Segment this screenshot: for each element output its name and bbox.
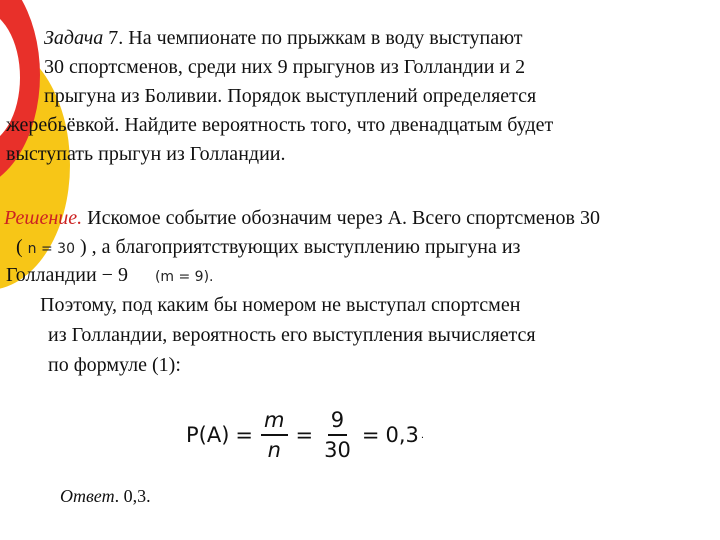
formula-equals-3: = — [361, 423, 380, 447]
formula-equals-2: = — [295, 423, 314, 447]
solution-line-5: из Голландии, вероятность его выступления вычисляется — [48, 324, 536, 346]
task-number: 7. — [103, 27, 124, 49]
formula-end-dot: . — [420, 429, 425, 441]
answer-label: Ответ — [60, 486, 115, 506]
solution-line-6: по формуле (1): — [48, 354, 181, 376]
fraction-9-numerator: 9 — [328, 408, 347, 436]
fraction-m-over-n — [261, 408, 287, 462]
solution-text-2: ) , а благоприятствующих выступлению прыгуна из — [80, 236, 521, 258]
solution-line-2 — [16, 235, 520, 261]
task-line-3: прыгуна из Боливии. Порядок выступлений определяется — [44, 85, 537, 107]
solution-line-3 — [6, 263, 214, 289]
formula-equals-1: = — [235, 423, 254, 447]
solution-line-4: Поэтому, под каким бы номером не выступал спортсмен — [40, 294, 521, 316]
task-line-4: жеребьёвкой. Найдите вероятность того, что двенадцатым будет — [6, 114, 554, 136]
task-line-2: 30 спортсменов, среди них 9 прыгунов из Голландии и 2 — [44, 56, 526, 78]
task-line-5: выступать прыгун из Голландии. — [6, 143, 286, 165]
solution-text-1: Искомое событие обозначим через A. Всего спортсменов 30 — [82, 207, 600, 229]
task-line-1 — [44, 26, 523, 50]
m-equation: (m = 9). — [154, 269, 214, 285]
answer-value: . 0,3. — [114, 486, 151, 506]
task-label: Задача — [44, 27, 104, 49]
solution-label: Решение. — [4, 207, 83, 229]
solution-paren-open: ( — [16, 236, 23, 258]
fraction-n-denominator: n — [267, 438, 281, 462]
task-text-1: На чемпионате по прыжкам в воду выступают — [123, 27, 523, 49]
formula-lhs: P(A) — [186, 423, 230, 447]
answer-line — [60, 486, 151, 507]
probability-formula — [186, 408, 424, 462]
formula-result: 0,3 — [385, 423, 419, 447]
n-equation: n = 30 — [27, 241, 75, 257]
fraction-30-denominator: 30 — [324, 438, 351, 462]
fraction-9-over-30 — [321, 408, 354, 462]
solution-line-1 — [4, 206, 600, 230]
fraction-m-numerator: m — [261, 408, 287, 436]
solution-text-3: Голландии − 9 — [6, 264, 128, 286]
